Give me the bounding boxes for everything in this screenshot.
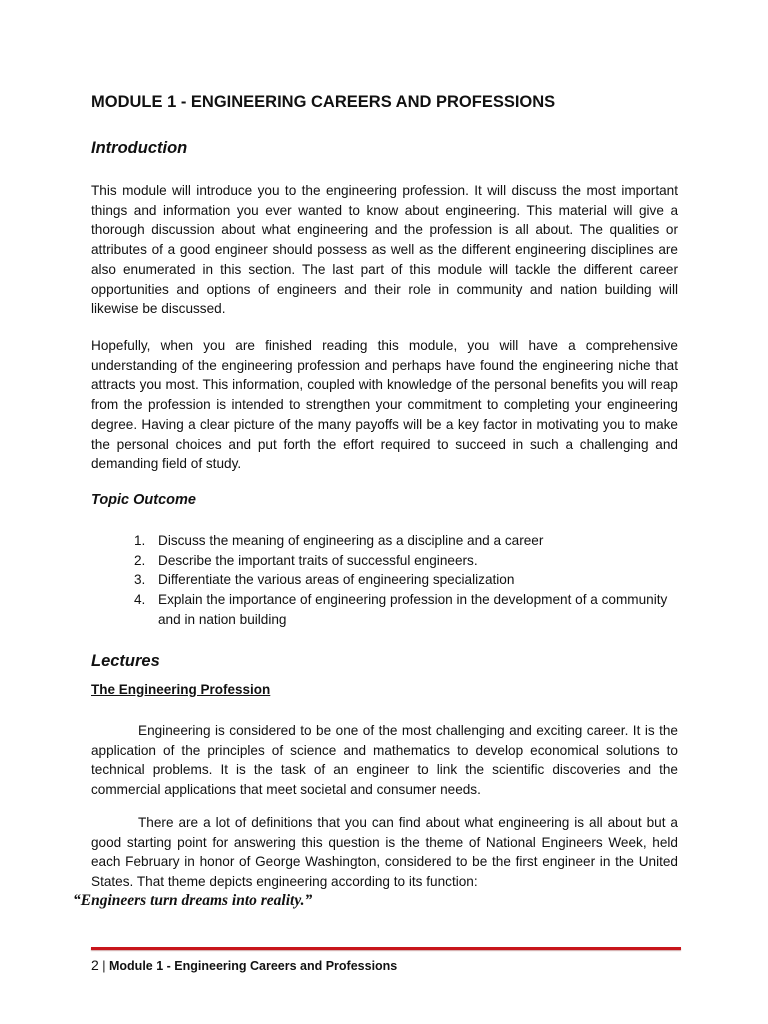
lectures-heading: Lectures	[91, 652, 160, 670]
introduction-paragraph-1: This module will introduce you to the engineering profession. It will discuss the most important things and information you ever wanted to know about engineering. This material will give a thorough discussion about what engineering and the profession is all about. The qualities or attributes of a good engineer should possess as well as the different engineering disciplines are also enumerated in this section. The last part of this module will tackle the different career opportunities and options of engineers and their role in community and nation building will likewise be discussed.	[91, 183, 678, 317]
topic-outcome-list	[134, 531, 679, 630]
engineering-quote: “Engineers turn dreams into reality.”	[73, 892, 313, 909]
topic-outcome-heading: Topic Outcome	[91, 492, 196, 508]
lectures-paragraph-2: There are a lot of definitions that you can find about what engineering is all about but a good starting point for answering this question is the theme of National Engineers Week, held each February in honor of George Washington, considered to be the first engineer in the United States. That theme depicts engineering according to its function:	[91, 815, 678, 890]
module-title: MODULE 1 - ENGINEERING CAREERS AND PROFESSIONS	[91, 93, 556, 111]
list-item-number: 2.	[134, 552, 146, 568]
list-item-text: Differentiate the various areas of engineering specialization	[158, 572, 515, 588]
list-item	[134, 590, 679, 629]
list-item-text: Describe the important traits of successful engineers.	[158, 552, 478, 568]
list-item-text: Explain the importance of engineering profession in the development of a community and in nation building	[158, 592, 668, 627]
engineering-profession-subheading: The Engineering Profession	[91, 682, 271, 697]
list-item	[134, 570, 679, 590]
footer-separator: |	[98, 959, 109, 973]
list-item-number: 1.	[134, 533, 146, 548]
list-item	[134, 551, 679, 571]
page-footer	[91, 957, 397, 973]
page-number: 2	[91, 957, 99, 973]
footer-title: Module 1 - Engineering Careers and Professions	[109, 959, 398, 973]
list-item	[134, 531, 679, 551]
footer-divider	[91, 947, 681, 950]
list-item-number: 4.	[134, 592, 146, 608]
list-item-number: 3.	[134, 572, 146, 588]
introduction-heading: Introduction	[91, 139, 188, 157]
list-item-text: Discuss the meaning of engineering as a discipline and a career	[158, 533, 544, 548]
lectures-paragraph-1: Engineering is considered to be one of the most challenging and exciting career. It is the application of the principles of science and mathematics to develop economical solutions to technical problems. It is the task of an engineer to link the scientific discoveries and the commercial applications that meet societal and consumer needs.	[91, 723, 678, 798]
introduction-paragraph-2: Hopefully, when you are finished reading this module, you will have a comprehensive understanding of the engineering profession and perhaps have found the engineering niche that attracts you most. This information, coupled with knowledge of the personal benefits you will reap from the profession is intended to strengthen your commitment to completing your engineering degree. Having a clear picture of the many payoffs will be a key factor in motivating you to make the personal choices and put forth the effort required to succeed in such a challenging and demanding field of study.	[91, 338, 678, 472]
